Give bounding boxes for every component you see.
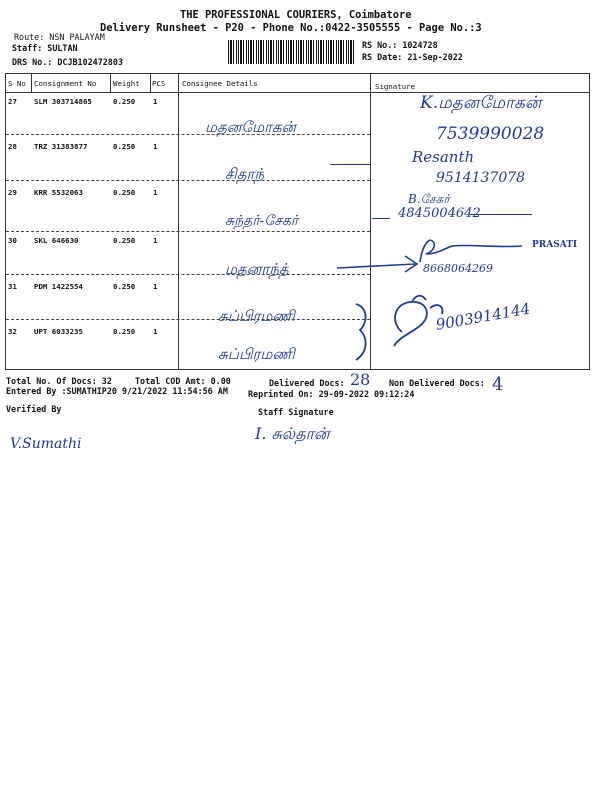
consignee-handwriting: சிதாந் xyxy=(225,165,264,183)
verified-signature: V.Sumathi xyxy=(10,436,82,452)
brace-stroke xyxy=(352,302,374,362)
col-divider xyxy=(178,73,179,369)
table-left-border xyxy=(5,73,6,369)
signature-name: PRASATI xyxy=(532,240,578,250)
table-bottom-rule xyxy=(5,369,590,370)
dash-stroke xyxy=(330,164,370,165)
total-docs: Total No. Of Docs: 32 xyxy=(6,376,112,386)
signature-phone: 7539990028 xyxy=(436,124,545,144)
total-cod: Total COD Amt: 0.00 xyxy=(135,376,231,386)
signature-phone: 9003914144 xyxy=(434,299,532,334)
row-consignment: UPT 6033235 xyxy=(34,327,83,336)
row-pcs: 1 xyxy=(153,97,158,106)
signature-phone: 4845004642 xyxy=(398,206,481,221)
consignee-handwriting: மதனாந்த் xyxy=(225,260,289,278)
table-top-rule xyxy=(5,73,590,74)
dash-stroke xyxy=(372,218,390,219)
signature-name: K.மதனமோகன் xyxy=(420,93,542,113)
delivered-label: Delivered Docs: xyxy=(269,378,345,388)
consignee-handwriting: சுந்தர்-சேகர் xyxy=(225,213,299,229)
row-separator xyxy=(6,180,370,181)
rs-date: RS Date: 21-Sep-2022 xyxy=(362,52,463,62)
barcode xyxy=(228,40,356,64)
row-consignment: KRR 5532063 xyxy=(34,188,83,197)
row-separator xyxy=(6,319,370,320)
staff-signature: I. சுல்தான் xyxy=(255,424,330,443)
staff-signature-label: Staff Signature xyxy=(258,407,334,417)
non-delivered-label: Non Delivered Docs: xyxy=(389,378,485,388)
row-weight: 0.250 xyxy=(113,327,136,336)
verified-by-label: Verified By xyxy=(6,404,62,414)
row-sno: 32 xyxy=(8,327,17,336)
col-divider xyxy=(150,73,151,92)
signature-name: B.சேகர் xyxy=(408,192,450,206)
drs-number: DRS No.: DCJB102472803 xyxy=(12,57,123,67)
row-sno: 28 xyxy=(8,142,17,151)
col-header-sno: S No xyxy=(8,79,26,88)
row-sno: 29 xyxy=(8,188,17,197)
rs-number: RS No.: 1024728 xyxy=(362,40,438,50)
row-sno: 30 xyxy=(8,236,17,245)
row-weight: 0.250 xyxy=(113,142,136,151)
signature-name: Resanth xyxy=(412,148,475,166)
row-consignment: SLM 303714865 xyxy=(34,97,92,106)
row-pcs: 1 xyxy=(153,188,158,197)
consignee-handwriting: மதனமோகன் xyxy=(205,118,297,136)
row-consignment: TRZ 31383877 xyxy=(34,142,88,151)
col-divider xyxy=(31,73,32,92)
row-weight: 0.250 xyxy=(113,188,136,197)
row-pcs: 1 xyxy=(153,327,158,336)
entered-by: Entered By :SUMATHIP20 9/21/2022 11:54:56 AM xyxy=(6,386,228,396)
col-header-signature: Signature xyxy=(375,82,416,91)
row-separator xyxy=(6,274,370,275)
non-delivered-value: 4 xyxy=(492,374,504,395)
table-right-border xyxy=(589,73,590,369)
reprinted-on: Reprinted On: 29-09-2022 09:12:24 xyxy=(248,389,415,399)
staff-label: Staff: SULTAN xyxy=(12,43,78,53)
route-label: Route: NSN PALAYAM xyxy=(14,32,105,42)
row-weight: 0.250 xyxy=(113,97,136,106)
company-title: THE PROFESSIONAL COURIERS, Coimbatore xyxy=(180,9,412,21)
row-weight: 0.250 xyxy=(113,236,136,245)
row-pcs: 1 xyxy=(153,236,158,245)
row-consignment: SKL 646630 xyxy=(34,236,79,245)
signature-phone: 9514137078 xyxy=(436,170,526,186)
consignee-handwriting: சுப்பிரமணி xyxy=(218,307,295,325)
row-sno: 31 xyxy=(8,282,17,291)
consignee-handwriting: சுப்பிரமணி xyxy=(218,345,295,363)
row-sno: 27 xyxy=(8,97,17,106)
col-header-consignment: Consignment No xyxy=(34,79,97,88)
runsheet-title: Delivery Runsheet - P20 - Phone No.:0422-3505555 - Page No.:3 xyxy=(100,22,482,34)
col-header-pcs: PCS xyxy=(152,79,166,88)
col-header-consignee: Consignee Details xyxy=(182,79,258,88)
row-weight: 0.250 xyxy=(113,282,136,291)
strike-stroke xyxy=(470,214,532,215)
signature-phone: 8668064269 xyxy=(423,262,493,275)
col-divider xyxy=(110,73,111,92)
row-pcs: 1 xyxy=(153,282,158,291)
delivered-value: 28 xyxy=(350,370,371,389)
row-separator xyxy=(6,134,370,135)
row-separator xyxy=(6,231,370,232)
col-header-weight: Weight xyxy=(113,79,140,88)
row-pcs: 1 xyxy=(153,142,158,151)
row-consignment: PDM 1422554 xyxy=(34,282,83,291)
